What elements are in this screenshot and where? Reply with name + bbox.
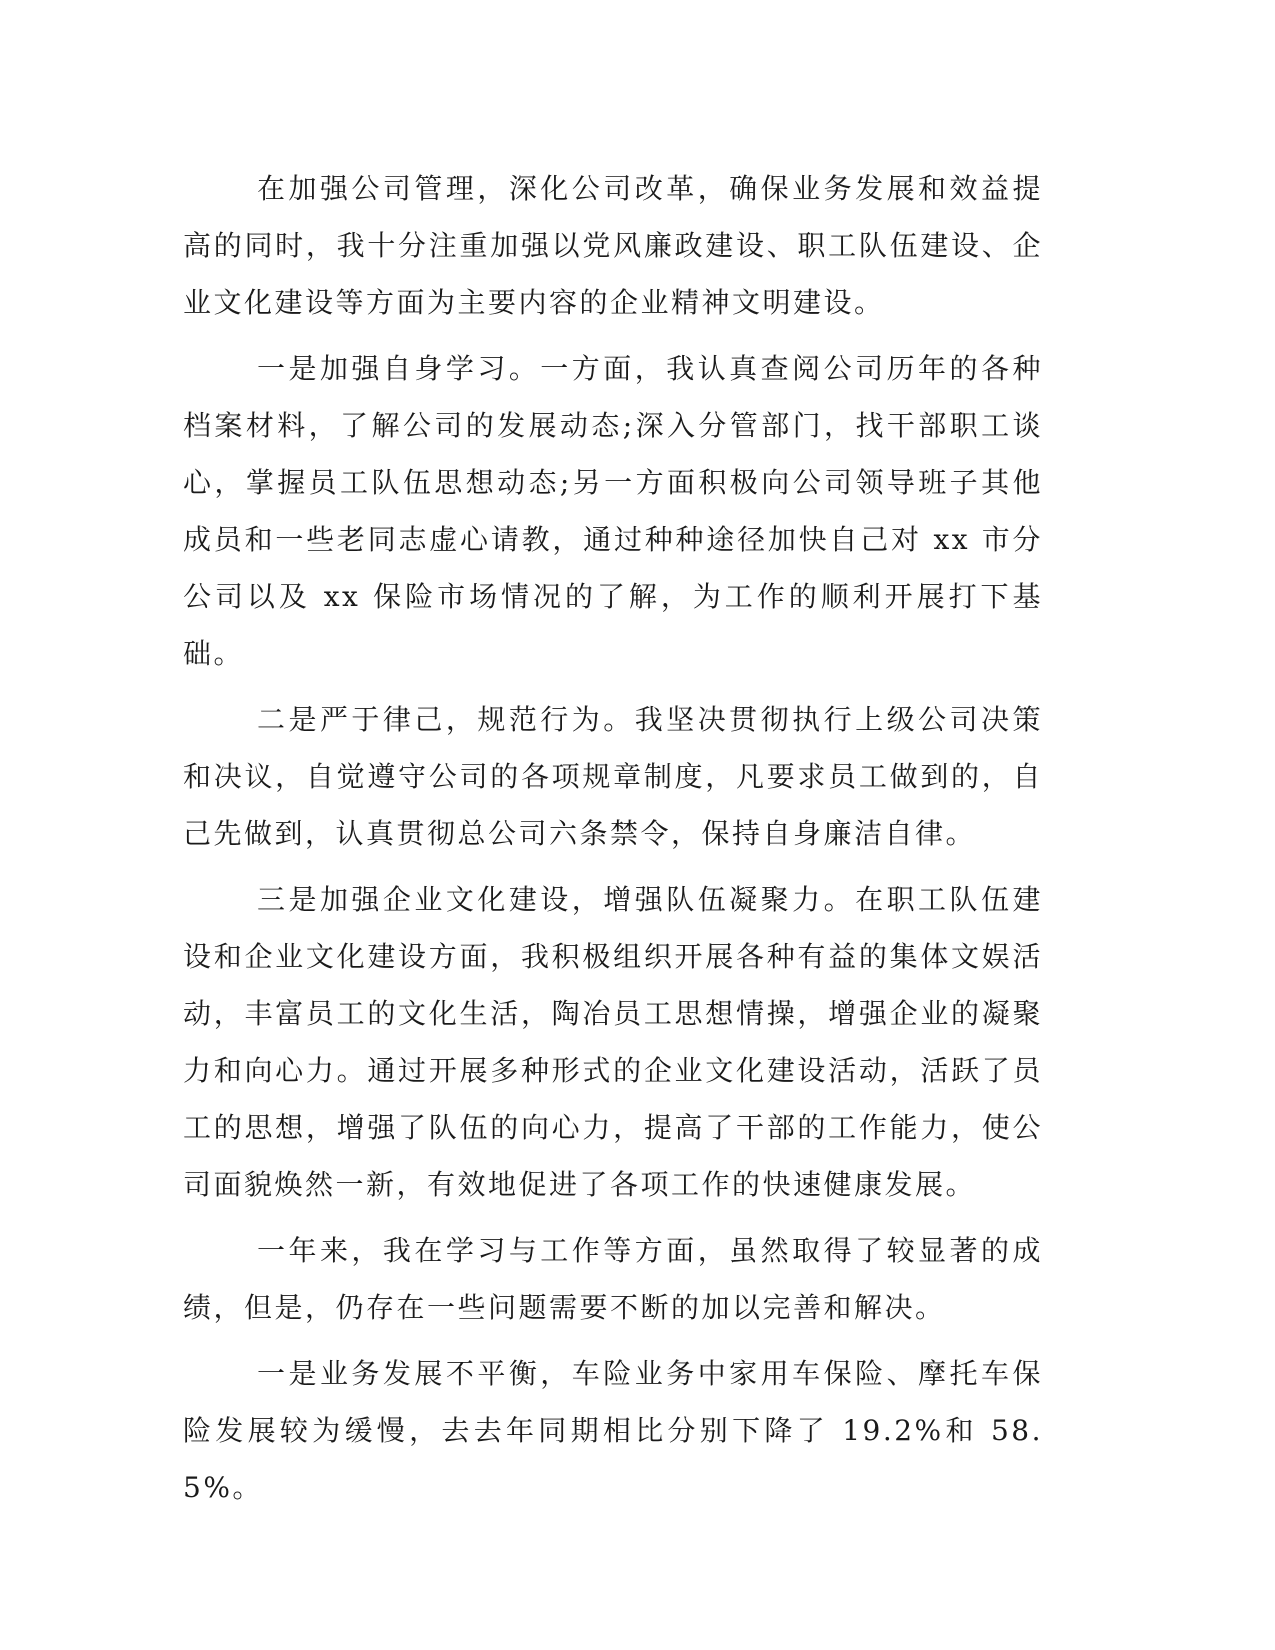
paragraph-self-study: 一是加强自身学习。一方面，我认真查阅公司历年的各种档案材料，了解公司的发展动态;深入分管部门，找干部职工谈心，掌握员工队伍思想动态;另一方面积极向公司领导班子其他成员和一些老同志虚心请教，通过种种途径加快自己对 xx 市分公司以及 xx 保险市场情况的了解，为工作的顺利开展打下基础。 <box>183 352 1043 670</box>
paragraph-business-imbalance: 一是业务发展不平衡，车险业务中家用车保险、摩托车保险发展较为缓慢，去去年同期相比分别下降了 19.2%和 58.5%。 <box>183 1357 1043 1504</box>
paragraph-year-summary: 一年来，我在学习与工作等方面，虽然取得了较显著的成绩，但是，仍存在一些问题需要不断的加以完善和解决。 <box>183 1234 1043 1324</box>
document-body <box>183 160 1043 1525</box>
paragraph-self-discipline: 二是严于律己，规范行为。我坚决贯彻执行上级公司决策和决议，自觉遵守公司的各项规章制度，凡要求员工做到的，自己先做到，认真贯彻总公司六条禁令，保持自身廉洁自律。 <box>183 703 1043 850</box>
paragraph-intro: 在加强公司管理，深化公司改革，确保业务发展和效益提高的同时，我十分注重加强以党风廉政建设、职工队伍建设、企业文化建设等方面为主要内容的企业精神文明建设。 <box>183 172 1043 319</box>
paragraph-corporate-culture: 三是加强企业文化建设，增强队伍凝聚力。在职工队伍建设和企业文化建设方面，我积极组织开展各种有益的集体文娱活动，丰富员工的文化生活，陶冶员工思想情操，增强企业的凝聚力和向心力。通过开展多种形式的企业文化建设活动，活跃了员工的思想，增强了队伍的向心力，提高了干部的工作能力，使公司面貌焕然一新，有效地促进了各项工作的快速健康发展。 <box>183 883 1043 1201</box>
